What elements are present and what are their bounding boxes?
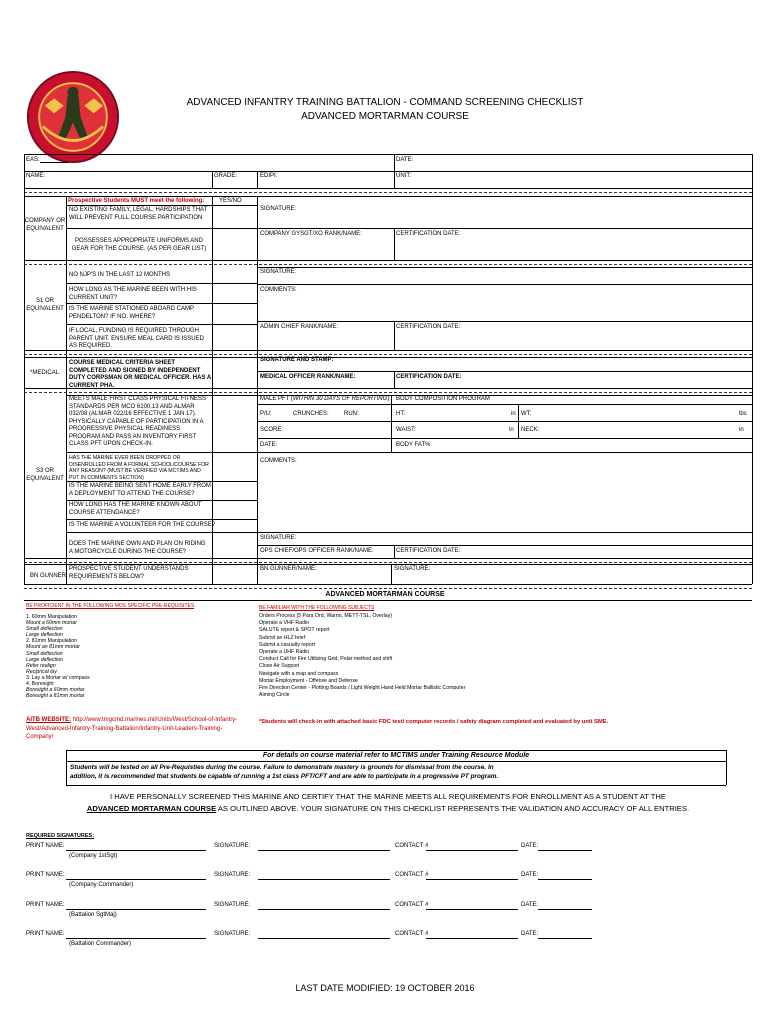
certification-statement: I HAVE PERSONALLY SCREENED THIS MARINE AND CERTIFY THAT THE MARINE MEETS ALL REQUIREMENTS FOR ENROLLMENT AS A STUDENT AT THE ADVANCED MORTARMAN COURSE AS OUTLINED ABOVE. YOUR SIGNATURE ON THIS CHECKLIST REPRESENTS THE VALIDATION AND ACCURACY OF ALL ENTRIES. bbox=[86, 792, 690, 813]
subject-item: SALUTE report & SPOT report bbox=[259, 627, 330, 634]
subject-item: Navigate with a map and compass bbox=[259, 670, 339, 677]
s3-section-label: S3 OR EQUIVALENT bbox=[26, 468, 64, 482]
prerequisite-item: Small deflection bbox=[26, 626, 63, 633]
date-field[interactable] bbox=[538, 938, 592, 939]
weight-unit: lbs bbox=[739, 411, 747, 417]
prerequisite-item: 1. 60mm Manipulation bbox=[26, 614, 78, 620]
checkin-note: *Students will check-in with attached basic FDC test/ computer records / safety diagram completed and evaluated by unit SME. bbox=[259, 719, 609, 725]
contact-label: CONTACT # bbox=[395, 902, 429, 908]
contact-field[interactable] bbox=[426, 879, 518, 880]
edipi-label: EDIPI: bbox=[260, 173, 278, 179]
s3-req-known: HOW LONG HAS THE MARINE KNOWN ABOUT COURSE ATTENDANCE? bbox=[69, 502, 202, 516]
subject-item: Conduct Call for Fire Utilizing Grid, Polar method and shift bbox=[259, 656, 393, 663]
s3-req-dropped: HAS THE MARINE EVER BEEN DROPPED OR DISENROLLED FROM A FORMAL SCHOOL/COURSE FOR ANY REASON? (MUST BE VERIFIED VIA MCTIMS AND PUT IN COMMENTS SECTION) bbox=[69, 455, 209, 481]
contact-label: CONTACT # bbox=[395, 872, 429, 878]
date-label: DATE: bbox=[521, 931, 539, 937]
subject-list bbox=[259, 613, 739, 699]
subject-item: Submit an HLZ brief bbox=[259, 634, 306, 641]
medical-rank-label: MEDICAL OFFICER RANK/NAME: bbox=[260, 374, 356, 380]
bn-req: PROSPECTIVE STUDENT UNDERSTANDS REQUIREMENTS BELOW? bbox=[69, 566, 189, 580]
date-field[interactable] bbox=[538, 909, 592, 910]
company-section-label: COMPANY OR EQUIVALENT bbox=[24, 218, 66, 232]
prerequisite-item: Large deflection bbox=[26, 632, 63, 639]
body-comp-label: BODY COMPOSITION PROGRAM bbox=[396, 396, 490, 402]
crunches-label: CRUNCHES: bbox=[293, 411, 329, 417]
aitb-website-link[interactable]: http://www.tmgcmd.marines.mil/Units/West/School-of-Infantry-West/Advanced-Infantry-Training-Battalion/Infantry-Unit-Leaders-Training-Company/ bbox=[26, 717, 238, 740]
weight-label: WT: bbox=[521, 411, 532, 417]
s1-req-funding: IF LOCAL, FUNDING IS REQUIRED THROUGH PARENT UNIT. ENSURE MEAL CARD IS ISSUED AS REQUIRED. bbox=[69, 328, 204, 349]
medical-signature-label: SIGNATURE AND STAMP: bbox=[260, 357, 334, 363]
contact-label: CONTACT # bbox=[395, 931, 429, 937]
print-name-label: PRINT NAME: bbox=[26, 902, 65, 908]
date-label: DATE: bbox=[521, 872, 539, 878]
prerequisite-item: Large deflection bbox=[26, 656, 63, 663]
signature-label: SIGNATURE: bbox=[214, 902, 251, 908]
required-signatures-heading: REQUIRED SIGNATURES: bbox=[26, 833, 95, 839]
prerequisite-list bbox=[26, 614, 226, 699]
bn-gunner-name-label: BN GUNNER/NAME: bbox=[260, 566, 317, 572]
aitb-website bbox=[26, 716, 246, 742]
s3-cert-label: CERTIFICATION DATE: bbox=[396, 548, 461, 554]
contact-field[interactable] bbox=[426, 909, 518, 910]
eas-field[interactable] bbox=[40, 162, 68, 163]
s1-cert-label: CERTIFICATION DATE: bbox=[396, 324, 461, 330]
print-name-label: PRINT NAME: bbox=[26, 931, 65, 937]
subject-item: Aiming Circle bbox=[259, 692, 290, 699]
neck-label: NECK: bbox=[521, 427, 540, 433]
prerequisite-item: 2. 81mm Manipulation bbox=[26, 638, 78, 645]
s3-pft-label: MALE PFT (WITHIN 30 DAYS OF REPORTING) : bbox=[260, 396, 393, 402]
signature-field[interactable] bbox=[258, 909, 390, 910]
notice-testing: Students will be tested on all Pre-Requisties during the course. Failure to demonstrate mastery is grounds for dismissal from the course. In addition, it is recommended that students be capable of running a 1st class PFT/CFT and are able to participate in a progressive PT program. bbox=[70, 764, 499, 780]
signature-field[interactable] bbox=[258, 879, 390, 880]
s1-req-njp: NO NJP'S IN THE LAST 12 MONTHS bbox=[69, 272, 170, 278]
certification-course: ADVANCED MORTARMAN COURSE bbox=[86, 804, 217, 813]
page-title: ADVANCED INFANTRY TRAINING BATTALION - COMMAND SCREENING CHECKLIST bbox=[186, 97, 584, 108]
print-name-field[interactable] bbox=[66, 938, 206, 939]
familiar-heading: BE FAMILIAR WITH THE FOLLOWING SUBJECTS bbox=[259, 605, 375, 611]
height-label: HT: bbox=[396, 411, 405, 417]
aitb-website-label: AITB WEBSITE: bbox=[26, 717, 71, 723]
medical-section-label: *MEDICAL bbox=[30, 370, 60, 376]
signature-role: (Company Commander) bbox=[69, 882, 134, 888]
subject-item: Operate a VHF Radio bbox=[259, 620, 309, 627]
s1-req-stationed: IS THE MARINE STATIONED ABOARD CAMP PENDELTON? IF NO, WHERE? bbox=[69, 306, 194, 320]
print-name-field[interactable] bbox=[66, 850, 206, 851]
page-subtitle: ADVANCED MORTARMAN COURSE bbox=[301, 111, 469, 122]
waist-label: WAIST: bbox=[396, 427, 416, 433]
date-label: DATE: bbox=[396, 157, 414, 163]
course-title: ADVANCED MORTARMAN COURSE bbox=[325, 591, 445, 598]
contact-field[interactable] bbox=[426, 850, 518, 851]
signature-label: SIGNATURE: bbox=[214, 931, 251, 937]
prerequisite-item: Reciprical lay bbox=[26, 668, 57, 675]
signature-field[interactable] bbox=[258, 938, 390, 939]
company-req-hardship: NO EXISTING FAMILY, LEGAL, HARDSHIPS THAT WILL PREVENT FULL COURSE PARTICIPATION bbox=[69, 207, 208, 221]
contact-field[interactable] bbox=[426, 938, 518, 939]
pft-date-label: DATE: bbox=[260, 442, 278, 448]
company-rank-label: COMPANY GYSGT/XO RANK/NAME: bbox=[260, 231, 362, 237]
signature-role: (Battalion SgtMaj) bbox=[69, 912, 117, 918]
s3-req-pft: MEETS MALE FIRST CLASS PHYSICAL FITNESS STANDARDS PER MCO 6100.13 AND ALMAR 032/08 (ALMAR 022/16 EFFECTIVE 1 JAN 17). PHYSICALLY CAPABLE OF PARTICIPATION IN A PROGRESSIVE PHYSICAL READINESS PROGRAM AND PASS AN INVENTORY FIRST CLASS PFT UPON CHECK-IN. bbox=[69, 396, 207, 447]
last-modified: LAST DATE MODIFIED: 19 OCTOBER 2016 bbox=[295, 983, 475, 993]
s1-req-time-with-unit: HOW LONG AS THE MARINE BEEN WITH HIS CURRENT UNIT? bbox=[69, 287, 197, 301]
proficient-heading: BE PROFICIENT IN THE FOLLOWING MOS SPECIFIC PRE-REQUISITES bbox=[26, 603, 195, 609]
s3-pft-window: WITHIN 30 DAYS OF REPORTING bbox=[292, 396, 388, 402]
body-fat-label: BODY FAT% bbox=[396, 442, 431, 448]
s3-signature-label: SIGNATURE: bbox=[260, 535, 297, 541]
score-label: SCORE: bbox=[260, 427, 284, 433]
signature-label: SIGNATURE: bbox=[214, 872, 251, 878]
subject-item: Mortar Employment - Offense and Defense bbox=[259, 677, 358, 684]
pushups-label: P/U: bbox=[260, 411, 272, 417]
s3-req-volunteer: IS THE MARINE A VOLUNTEER FOR THE COURSE? bbox=[69, 522, 216, 528]
s3-req-motorcycle: DOES THE MARINE OWN AND PLAN ON RIDING A MOTORCYCLE DURING THE COURSE? bbox=[69, 541, 206, 555]
company-req-uniform: POSSESSES APPROPRIATE UNIFORMS AND GEAR FOR THE COURSE. (AS PER GEAR LIST) bbox=[71, 238, 207, 252]
s3-rank-label: OPS CHIEF/OPS OFFICER RANK/NAME: bbox=[260, 548, 374, 554]
signature-label: SIGNATURE: bbox=[214, 843, 251, 849]
subject-item: Fire Direction Center - Plotting Boards / Light Weight Hand Held Mortar Ballistic Computer bbox=[259, 685, 466, 692]
prospective-heading: Prospective Students MUST meet the following: bbox=[68, 198, 205, 204]
subject-item: Close Air Support bbox=[259, 663, 300, 670]
prerequisite-item: Mount an 81mm mortar bbox=[26, 644, 80, 651]
unit-label: UNIT: bbox=[396, 173, 411, 179]
s3-req-deployment: IS THE MARINE BEING SENT HOME EARLY FROM A DEPLOYMENT TO ATTEND THE COURSE? bbox=[69, 483, 211, 497]
subject-item: Orders Process (5 Para Ord, Warno, METT-TSL, Overlay) bbox=[259, 613, 392, 619]
yes-no-header: YES/NO bbox=[219, 198, 242, 204]
subject-item: Operate a UHF Radio bbox=[259, 649, 310, 656]
prerequisite-item: Refer realign bbox=[26, 662, 56, 669]
prerequisite-item: Boresight a 81mm mortar bbox=[26, 693, 85, 700]
s1-comments-label: COMMENTS: bbox=[260, 287, 297, 293]
prerequisite-item: Mount a 60mm mortar bbox=[26, 620, 78, 627]
date-label: DATE: bbox=[521, 843, 539, 849]
signature-role: (Company 1stSgt) bbox=[69, 853, 118, 859]
prerequisite-item: Boresight a 60mm mortar bbox=[26, 687, 85, 694]
s1-section-label: S1 OR EQUIVALENT bbox=[26, 298, 64, 312]
prerequisite-item: Small deflection bbox=[26, 650, 63, 657]
height-unit: in bbox=[511, 411, 516, 417]
company-signature-label: SIGNATURE: bbox=[260, 206, 297, 212]
run-label: RUN: bbox=[344, 411, 359, 417]
company-cert-label: CERTIFICATION DATE: bbox=[396, 231, 461, 237]
bn-section-label: BN GUNNER bbox=[30, 573, 67, 579]
signature-field[interactable] bbox=[258, 850, 390, 851]
name-label: NAME: bbox=[26, 173, 46, 179]
neck-unit: in bbox=[739, 427, 744, 433]
prerequisite-item: 4. Boresight bbox=[26, 681, 54, 688]
eas-label: EAS: bbox=[26, 157, 40, 163]
s3-comments-label: COMMENTS: bbox=[260, 458, 297, 464]
print-name-field[interactable] bbox=[66, 909, 206, 910]
print-name-label: PRINT NAME: bbox=[26, 843, 65, 849]
waist-unit: in bbox=[509, 427, 514, 433]
signature-role: (Battalion Commander) bbox=[69, 941, 132, 947]
date-field[interactable] bbox=[538, 879, 592, 880]
date-label: DATE: bbox=[521, 902, 539, 908]
contact-label: CONTACT # bbox=[395, 843, 429, 849]
medical-cert-label: CERTIFICATION DATE: bbox=[396, 374, 462, 380]
prerequisite-item: 3. Lay a Mortar w/ compass bbox=[26, 674, 90, 681]
print-name-label: PRINT NAME: bbox=[26, 872, 65, 878]
s1-rank-label: ADMIN CHIEF RANK/NAME: bbox=[260, 324, 339, 330]
bn-signature-label: SIGNATURE: bbox=[394, 566, 431, 572]
date-field[interactable] bbox=[538, 850, 592, 851]
grade-label: GRADE: bbox=[214, 173, 238, 179]
subject-item: Submit a casualty report bbox=[259, 641, 315, 648]
notice-mctims: For details on course material refer to MCTIMS under Training Resource Module bbox=[262, 752, 530, 759]
print-name-field[interactable] bbox=[66, 879, 206, 880]
medical-req: COURSE MEDICAL CRITERIA SHEET COMPLETED AND SIGNED BY INDEPENDENT DUTY CORPSMAN OR MEDICAL OFFICER. HAS A CURRENT PHA. bbox=[69, 360, 212, 389]
s1-signature-label: SIGNATURE: bbox=[260, 269, 297, 275]
